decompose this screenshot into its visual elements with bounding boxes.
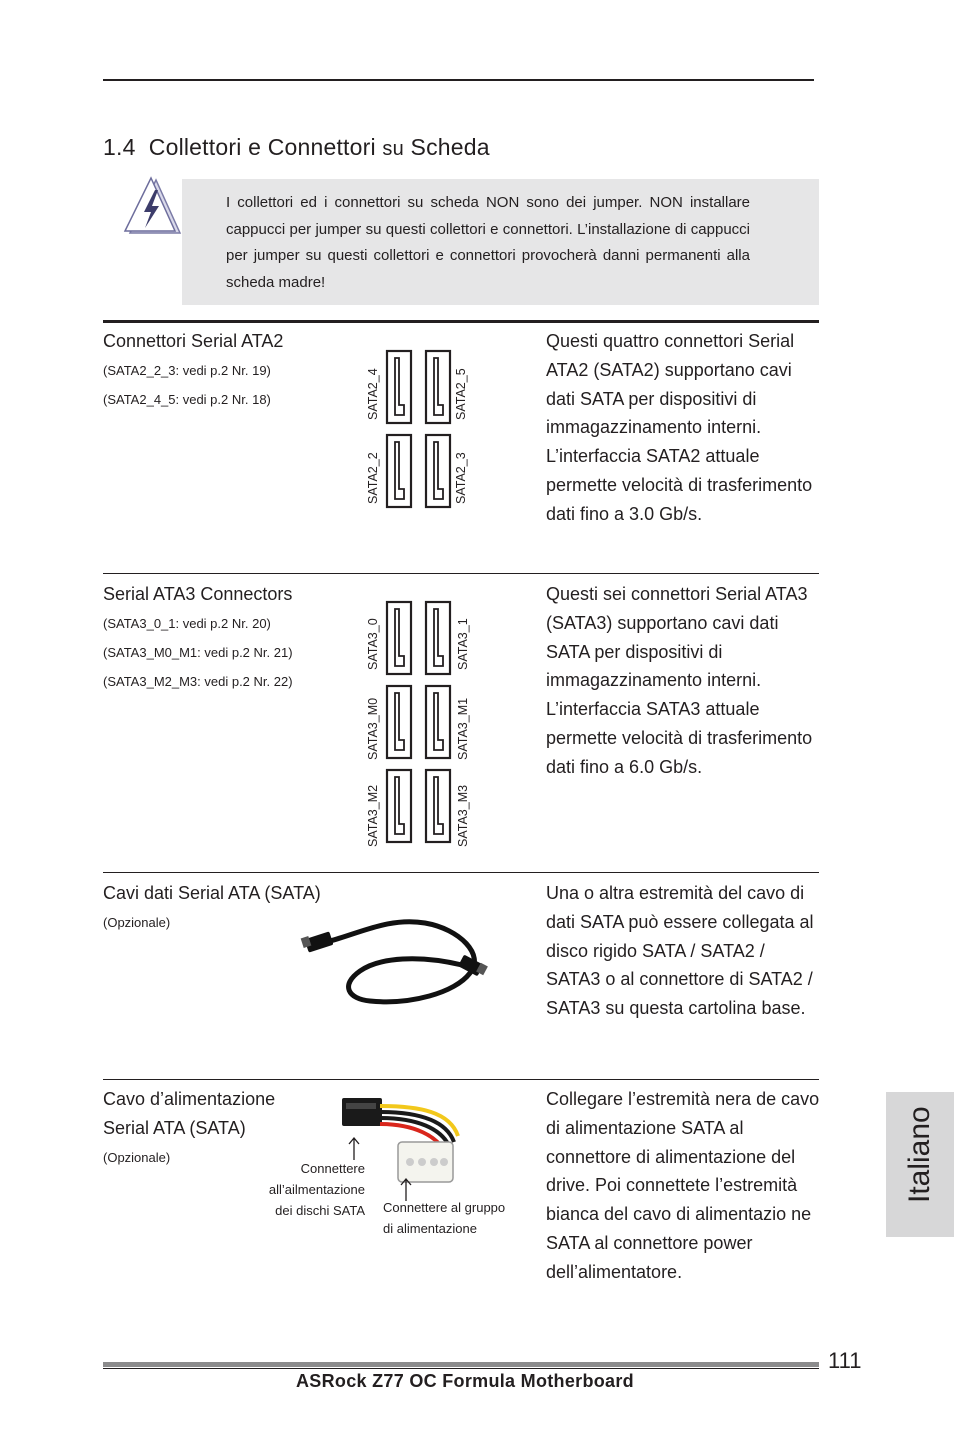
sata-cable-image (300, 915, 495, 1010)
sata3-ref-3: (SATA3_M2_M3: vedi p.2 Nr. 22) (103, 674, 293, 689)
port-label: SATA2_2 (366, 452, 380, 504)
section-divider (103, 872, 819, 873)
header-rule (103, 79, 814, 81)
sata3-ref-1: (SATA3_0_1: vedi p.2 Nr. 20) (103, 616, 271, 631)
sata-port (426, 351, 450, 423)
warning-icon (122, 176, 184, 236)
callout-sata-power: Connettere all’ailmentazione dei dischi SATA (268, 1161, 365, 1218)
port-label: SATA3_M0 (366, 697, 380, 760)
sata3-label: Serial ATA3 Connectors (103, 584, 293, 604)
page-number: 111 (828, 1348, 862, 1373)
footer-rule (103, 1368, 819, 1369)
section-divider (103, 320, 819, 323)
footer-bar (103, 1362, 819, 1367)
sata-port (426, 686, 450, 758)
port-label: SATA3_M1 (456, 697, 470, 760)
sata2-description: Questi quattro connettori Serial ATA2 (SATA2) supportano cavi dati SATA per dispositivi di immagazzinamento interni. L’interfaccia SATA2 attuale permette velocità di trasferimento dati fino a 3.0 Gb/s. (546, 331, 813, 524)
sata-cable-label: Cavi dati Serial ATA (SATA) (103, 883, 321, 903)
port-label: SATA2_5 (454, 368, 468, 420)
sata3-ref-2: (SATA3_M0_M1: vedi p.2 Nr. 21) (103, 645, 293, 660)
port-label: SATA2_4 (366, 368, 380, 420)
port-label: SATA3_M3 (456, 784, 470, 847)
footer-product: ASRock Z77 OC Formula Motherboard (296, 1371, 634, 1391)
sata-port (426, 770, 450, 842)
power-cable-description: Collegare l’estremità nera de cavo di alimentazione SATA al connettore di alimentazione del drive. Poi connettete l’estremità bianca del cavo di alimentazio ne SATA al connettore power dell’alimentatore. (546, 1089, 820, 1282)
sata-cable-description: Una o altra estremità del cavo di dati SATA può essere collegata al disco rigido SATA / SATA2 / SATA3 o al connettore di SATA2 / SATA3 su questa cartolina base. (546, 883, 814, 1019)
sata-port (426, 602, 450, 674)
section-divider (103, 573, 819, 574)
sata2-label: Connettori Serial ATA2 (103, 331, 284, 351)
sata-port (387, 435, 411, 507)
port-label: SATA3_0 (366, 618, 380, 670)
language-tab-label: Italiano (903, 1106, 936, 1203)
power-cable-optional: (Opzionale) (103, 1150, 171, 1165)
port-label: SATA3_1 (456, 618, 470, 670)
power-cable-label-1: Cavo d’alimentazione (103, 1089, 276, 1109)
warning-text: I collettori ed i connettori su scheda NON sono dei jumper. NON installare cappucci per jumper su questi collettori e connettori. L’installazione di cappucci per jumper su questi collettori e connettori provocherà danni permanenti alla scheda madre! (226, 194, 750, 291)
sata-port (387, 602, 411, 674)
callout-psu: Connettere al gruppo di alimentazione (383, 1200, 506, 1236)
sata2-ref-1: (SATA2_2_3: vedi p.2 Nr. 19) (103, 363, 271, 378)
sata3-ports-diagram (384, 600, 454, 846)
section-title: 1.4 Collettori e Connettori su Scheda (103, 134, 490, 160)
arrow-up-icon (348, 1136, 360, 1160)
port-label: SATA2_3 (454, 452, 468, 504)
sata-port (387, 351, 411, 423)
section-divider (103, 1079, 819, 1080)
sata-port (387, 770, 411, 842)
sata-cable-optional: (Opzionale) (103, 915, 171, 930)
sata2-ref-2: (SATA2_4_5: vedi p.2 Nr. 18) (103, 392, 271, 407)
sata-port (387, 686, 411, 758)
port-label: SATA3_M2 (366, 784, 380, 847)
sata3-description: Questi sei connettori Serial ATA3 (SATA3) supportano cavi dati SATA per dispositivi di immagazzinamento interni. L’interfaccia SATA3 attuale permette velocità di trasferimento dati fino a 6.0 Gb/s. (546, 584, 813, 777)
power-cable-label-2: Serial ATA (SATA) (103, 1118, 246, 1138)
sata-port (426, 435, 450, 507)
sata2-ports-diagram (384, 349, 454, 511)
